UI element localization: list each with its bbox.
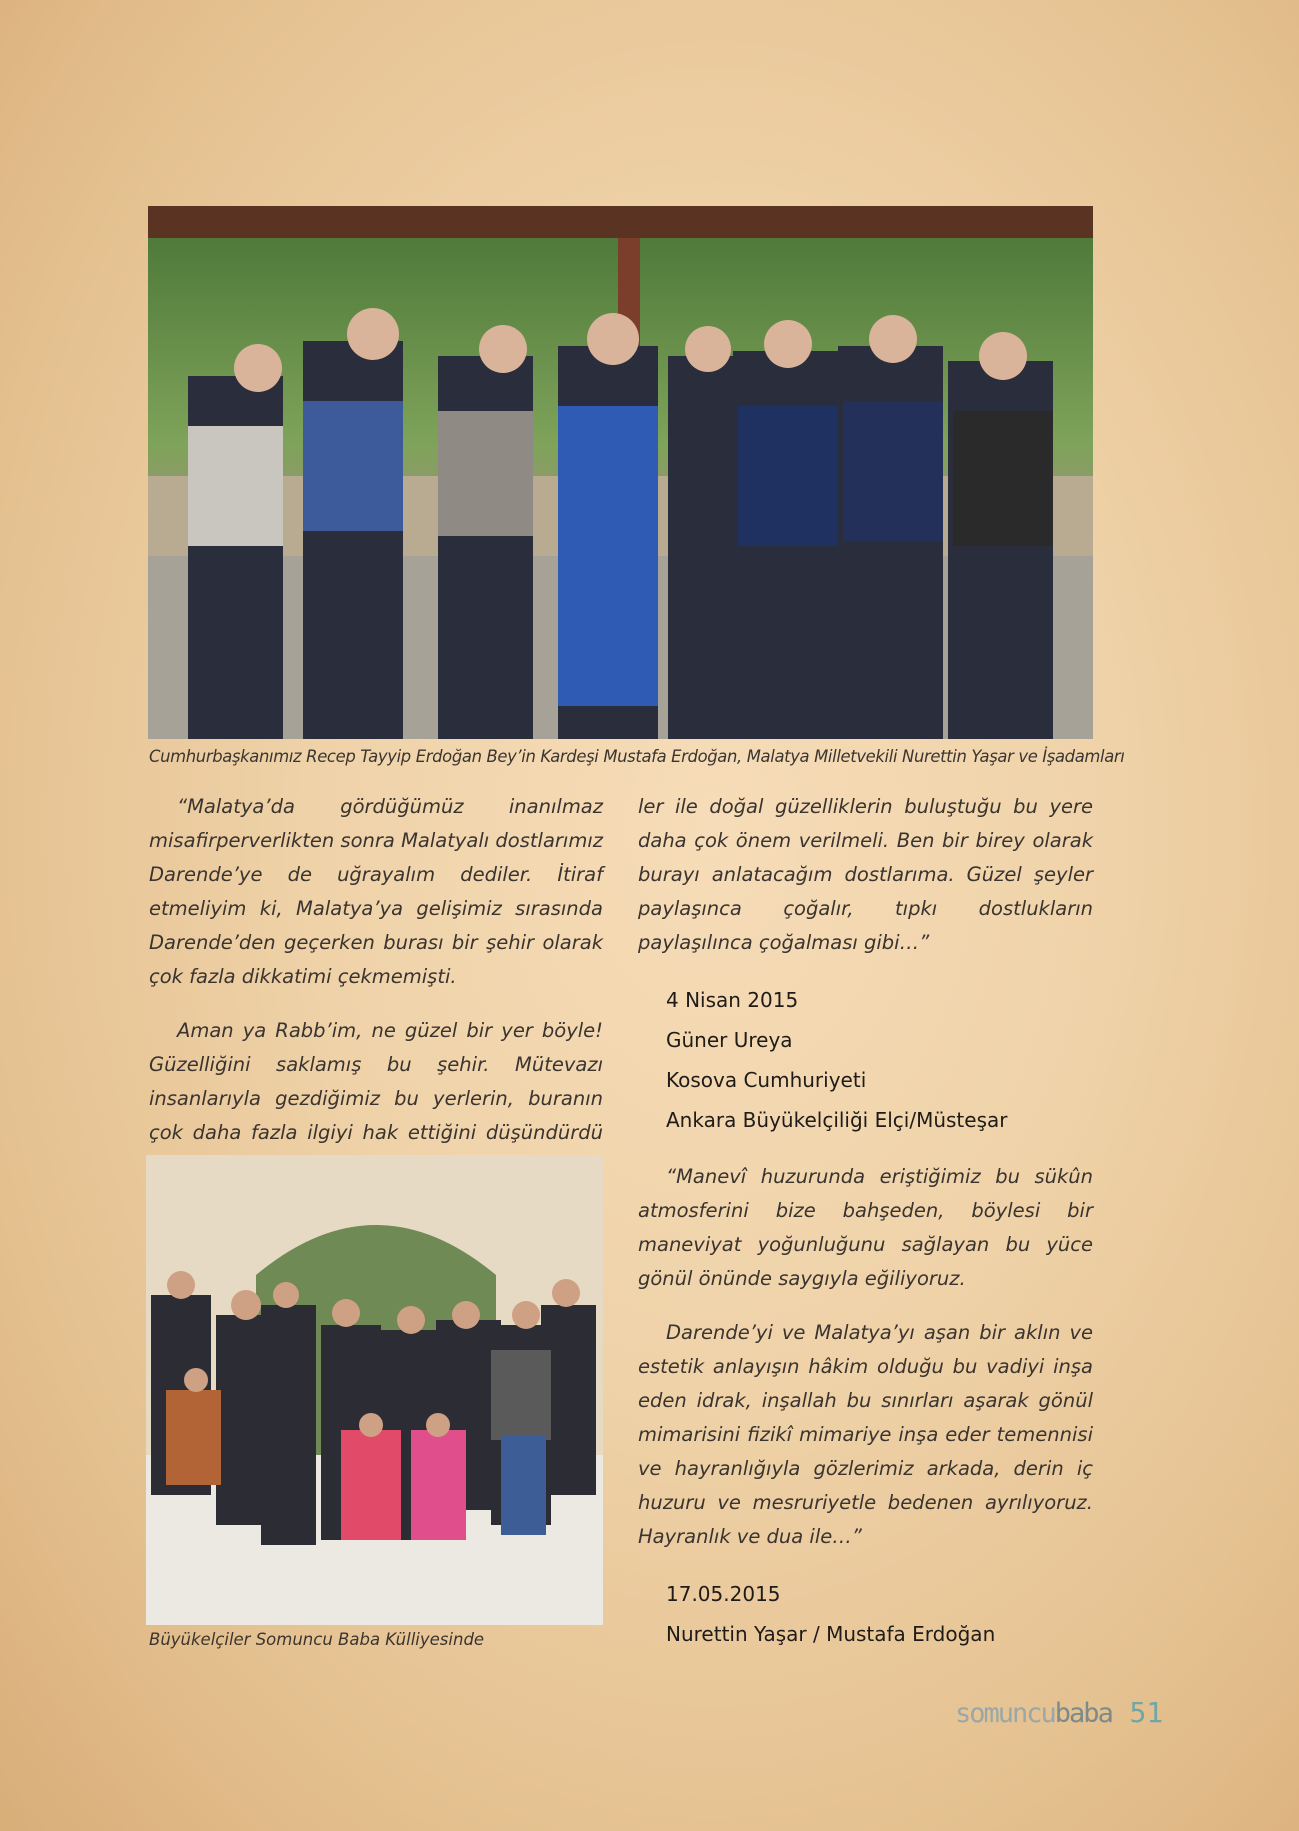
right-paragraph-3: Darende’yi ve Malatya’yı aşan bir aklın ve estetik anlayışın hâkim olduğu bu vadiyi inşa eden idrak, inşallah bu sınırları aşarak gönül mimarisini fizikî mimariye inşa eder temennisi ve hayranlığıyla gözlerimiz arkada, derin iç huzuru ve mesruriyetle bedenen ayrılıyoruz. Hayranlık ve dua ile…” bbox=[638, 1321, 1093, 1548]
brand-logo-dark: baba bbox=[1054, 1698, 1112, 1729]
signature-1-name: Güner Ureya bbox=[666, 1028, 793, 1052]
bottom-photo-caption: Büyükelçiler Somuncu Baba Külliyesinde bbox=[149, 1630, 485, 1649]
left-paragraph-2: Aman ya Rabb’im, ne güzel bir yer böyle! Güzelliğini saklamış bu şehir. Mütevazı insanlarıyla gezdiğimiz bu yerlerin, buranın çok daha fazla ilgiyi hak ettiğini düşündürdü bbox=[149, 1019, 603, 1144]
signature-1-date: 4 Nisan 2015 bbox=[666, 988, 799, 1012]
signature-2-names: Nurettin Yaşar / Mustafa Erdoğan bbox=[666, 1622, 996, 1646]
signature-2-date: 17.05.2015 bbox=[666, 1582, 781, 1606]
page-footer bbox=[955, 1696, 1163, 1729]
brand-logo-light: somuncu bbox=[955, 1698, 1055, 1729]
right-paragraph-1: ler ile doğal güzelliklerin buluştuğu bu yere daha çok önem verilmeli. Ben bir birey olarak burayı anlatacağım dostlarıma. Güzel şeyler paylaşınca çoğalır, tıpkı dostlukların paylaşılınca çoğalması gibi…” bbox=[638, 795, 1093, 954]
group-photo-top bbox=[148, 206, 1093, 739]
left-paragraph-1: “Malatya’da gördüğümüz inanılmaz misafirperverlikten sonra Malatyalı dostlarımız Darende’ye de uğrayalım dediler. İtiraf etmeliyim ki, Malatya’ya gelişimiz sırasında Darende’den geçerken burası bir şehir olarak çok fazla dikkatimi çekmemişti. bbox=[149, 795, 603, 988]
right-paragraph-2: “Manevî huzurunda eriştiğimiz bu sükûn atmosferini bize bahşeden, böylesi bir maneviyat yoğunluğunu sağlayan bu yüce gönül önünde saygıyla eğiliyoruz. bbox=[638, 1165, 1093, 1290]
signature-block-2 bbox=[666, 1574, 1093, 1654]
group-photo-bottom bbox=[146, 1155, 603, 1625]
signature-1-org-2: Ankara Büyükelçiliği Elçi/Müsteşar bbox=[666, 1108, 1008, 1132]
right-text-column bbox=[638, 790, 1093, 1674]
signature-1-org-1: Kosova Cumhuriyeti bbox=[666, 1068, 867, 1092]
top-photo-caption: Cumhurbaşkanımız Recep Tayyip Erdoğan Bey’in Kardeşi Mustafa Erdoğan, Malatya Milletvekili Nurettin Yaşar ve İşadamları bbox=[149, 747, 1125, 766]
group-photo-bottom-illustration bbox=[146, 1155, 603, 1625]
signature-block-1 bbox=[666, 980, 1093, 1140]
page-number: 51 bbox=[1129, 1696, 1164, 1729]
left-text-column bbox=[149, 790, 603, 1204]
group-photo-top-illustration bbox=[148, 206, 1093, 739]
